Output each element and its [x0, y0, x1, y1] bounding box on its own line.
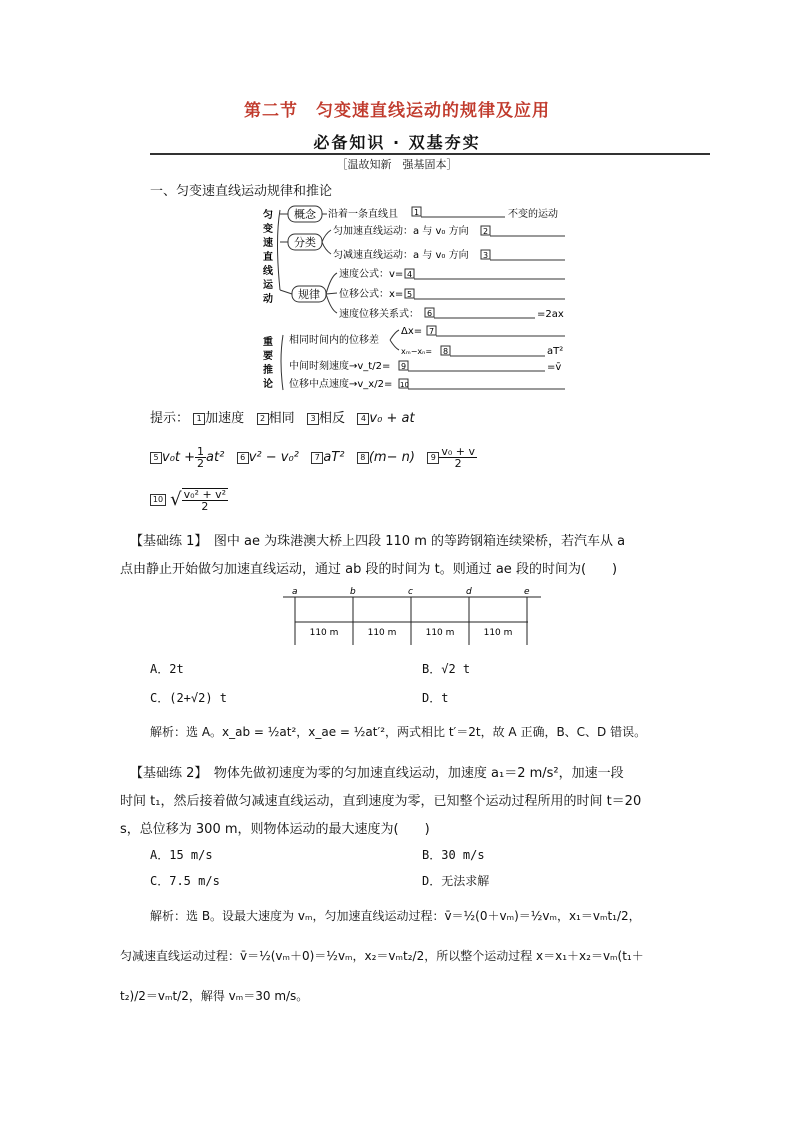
svg-text:=2ax: =2ax: [537, 309, 564, 320]
svg-text:10: 10: [400, 381, 409, 389]
infer-2: 中间时刻速度→v_t/2=: [289, 361, 391, 372]
svg-text:6: 6: [427, 309, 433, 318]
svg-text:aT²: aT²: [547, 346, 564, 357]
bridge-point-label: e: [524, 587, 530, 597]
q2-option-c[interactable]: C．7.5 m/s: [150, 874, 220, 888]
q2-option-d[interactable]: D．无法求解: [422, 874, 490, 888]
infer-1: 相同时间内的位移差: [289, 335, 379, 346]
knowledge-diagram: [255, 200, 575, 395]
infer-3: 位移中点速度→v_x/2=: [289, 379, 393, 390]
svg-text:1: 1: [414, 208, 420, 217]
hint-row-3: 10 √ $\frac{\text{v₀² + v²}}{2}$: [150, 488, 228, 512]
bridge-segment-label: 110 m: [483, 628, 513, 638]
bridge-point-label: d: [466, 587, 472, 597]
classify-2: 匀减速直线运动：a 与 v₀ 方向: [333, 250, 469, 261]
main-vertical-char: 变: [263, 224, 273, 235]
section-rule: [150, 153, 710, 155]
q2-stem-line1: 【基础练 2】 物体先做初速度为零的匀加速直线运动，加速度 a₁＝2 m/s²，加速一段: [130, 766, 624, 781]
law-label: 规律: [298, 288, 320, 301]
main-vertical-char: 动: [263, 294, 273, 305]
main-vertical-label: [263, 208, 274, 305]
hint-row-1: 提示： 1 加速度 2 相同 3 相反 4 v₀ + at: [150, 411, 415, 426]
bridge-point-label: a: [292, 587, 298, 597]
main-vertical-char: 运: [263, 280, 273, 291]
q1-stem-line2: 点由静止开始做匀加速直线运动，通过 ab 段的时间为 t。则通过 ae 段的时间为( ): [120, 562, 618, 577]
main-vertical-char: 匀: [263, 210, 273, 221]
bridge-segment-label: 110 m: [367, 628, 397, 638]
hint-box-1: 1: [193, 413, 205, 425]
q2-stem-line3: s，总位移为 300 m，则物体运动的最大速度为( ): [120, 822, 430, 837]
infer-vertical-char: 重: [263, 337, 273, 348]
classify-1: 匀加速直线运动：a 与 v₀ 方向: [333, 226, 469, 237]
hint-row-2: 5 v₀t + $\frac{1}{2}$ at² 6 v² − v₀² 7 aT² 8 (m− n) 9 $\frac{\text{v₀ + v}}{2}$: [150, 446, 477, 469]
concept-text: 沿着一条直线且: [328, 209, 398, 220]
q2-answer-line1: 解析：选 B。设最大速度为 vₘ，匀加速直线运动过程：v̄＝½(0＋vₘ)＝½vₘ，x₁＝vₘt₁/2，: [150, 909, 641, 923]
bridge-segment-label: 110 m: [425, 628, 455, 638]
svg-text:4: 4: [407, 270, 413, 279]
concept-label: 概念: [294, 208, 316, 221]
law-2: 位移公式：x=: [339, 289, 404, 300]
q2-answer-line3: t₂)/2＝vₘt/2，解得 vₘ＝30 m/s。: [120, 989, 309, 1003]
page-title: 第二节 匀变速直线运动的规律及应用: [244, 101, 550, 121]
bridge-segment-label: 110 m: [309, 628, 339, 638]
svg-text:2: 2: [483, 227, 489, 236]
q2-stem-line2: 时间 t₁，然后接着做匀减速直线运动，直到速度为零，已知整个运动过程所用的时间 t＝20: [120, 794, 642, 809]
q2-option-a[interactable]: A．15 m/s: [150, 848, 213, 862]
main-brace-ticks: [280, 214, 292, 294]
section-subheading: ［温故知新 强基固本］: [336, 158, 458, 171]
q2-answer-line2: 匀减速直线运动过程：v̄＝½(vₘ＋0)＝½vₘ，x₂＝vₘt₂/2，所以整个运动过程 x＝x₁＋x₂＝vₘ(t₁＋: [120, 949, 644, 963]
q1-option-a[interactable]: A．2t: [150, 662, 184, 676]
svg-text:5: 5: [407, 290, 413, 299]
bridge-figure: [283, 585, 543, 650]
concept-tail: 不变的运动: [508, 209, 558, 220]
part-one-title: 一、匀变速直线运动规律和推论: [150, 184, 333, 199]
infer-vertical-char: 推: [263, 365, 273, 376]
svg-text:7: 7: [429, 327, 435, 336]
main-vertical-char: 线: [263, 266, 273, 277]
classify-label: 分类: [294, 236, 316, 249]
main-brace: [278, 210, 281, 290]
hint-label: 提示：: [150, 411, 190, 426]
svg-text:xₘ−xₙ=: xₘ−xₙ=: [401, 347, 433, 356]
svg-text:=v̄: =v̄: [547, 362, 562, 373]
q1-stem-line1: 【基础练 1】 图中 ae 为珠港澳大桥上四段 110 m 的等跨钢箱连续梁桥，若汽车从 a: [130, 534, 626, 549]
infer-vertical-char: 要: [263, 351, 273, 362]
q1-answer: 解析：选 A。x_ab = ½at²，x_ae = ½at′²，两式相比 t′＝2t，故 A 正确，B、C、D 错误。: [150, 725, 647, 739]
q1-option-b[interactable]: B．√2 t: [422, 662, 471, 676]
infer-vertical-label: [263, 335, 273, 390]
main-vertical-char: 直: [263, 252, 273, 263]
law-3: 速度位移关系式：: [339, 309, 419, 320]
svg-text:8: 8: [443, 347, 449, 356]
svg-text:Δx=: Δx=: [401, 326, 423, 337]
q1-option-c[interactable]: C．(2+√2) t: [150, 691, 228, 705]
main-vertical-char: 速: [263, 238, 273, 249]
bridge-point-label: c: [408, 587, 413, 597]
svg-text:3: 3: [483, 251, 489, 260]
infer-vertical-char: 论: [263, 379, 273, 390]
bridge-point-label: b: [350, 587, 356, 597]
q1-option-d[interactable]: D．t: [422, 691, 449, 705]
law-1: 速度公式：v=: [339, 269, 404, 280]
section-heading: 必备知识 · 双基夯实: [313, 133, 481, 152]
svg-text:9: 9: [401, 362, 407, 371]
q2-option-b[interactable]: B．30 m/s: [422, 848, 485, 862]
